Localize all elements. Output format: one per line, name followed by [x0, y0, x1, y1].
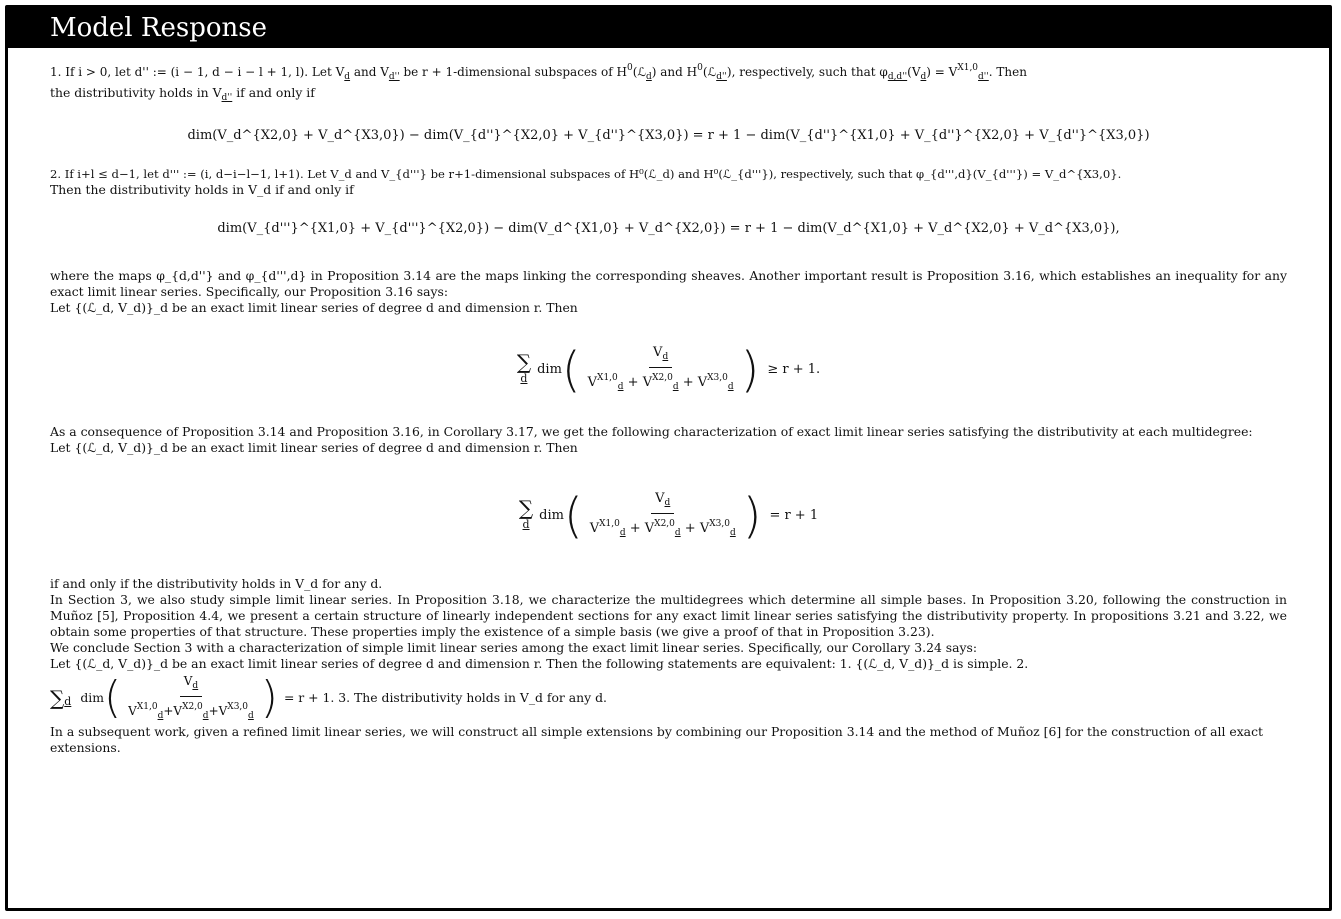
paragraph-2b: Let {(ℒ_d, V_d)}_d be an exact limit linear series of degree d and dimension r. Then — [50, 440, 578, 455]
equation-1: dim(V_d^{X2,0} + V_d^{X3,0}) − dim(V_{d''}^{X2,0} + V_{d''}^{X3,0}) = r + 1 − dim(V_{d''}^{X1,0} + V_{d''}^{X2,0} + V_{d''}^{X3,0}) — [187, 128, 1150, 143]
paragraph-1b: Let {(ℒ_d, V_d)}_d be an exact limit linear series of degree d and dimension r. Then — [50, 300, 578, 315]
sum-symbol-2: ∑ d — [518, 496, 534, 531]
fraction-1: $\frac{V_d}{V^{X1,0}_d + V^{X2,0}_d + V^{X3,0}_d}$ — [587, 345, 734, 392]
paragraph-5: We conclude Section 3 with a characterization of simple limit linear series among the exact limit linear series. Specifically, our Corollary 3.24 says: — [50, 640, 978, 655]
item-1-text: 1. If i > 0, let d'' := (i − 1, d − i − l + 1, l). Let $V_d$ and $V_{d''}$ be r + 1-dimensional subspaces of $H^0(ℒ_d)$ and $H^0(ℒ_{d''})$, respectively, such that $\varphi_{d,d''}(V_d) = V^{X1,0}_{d''}$. Then — [50, 63, 1027, 82]
sum-symbol-3: ∑ d — [50, 686, 72, 710]
paragraph-7: In a subsequent work, given a refined limit linear series, we will construct all simple extensions by combining our Proposition 3.14 and the method of Muñoz [6] for the construction of all exact extensions. — [50, 724, 1263, 755]
paragraph-6: Let {(ℒ_d, V_d)}_d be an exact limit linear series of degree d and dimension r. Then the following statements are equivalent: 1. {(ℒ_d, V_d)}_d is simple. 2. — [50, 656, 1029, 671]
item-2-line2: Then the distributivity holds in V_d if and only if — [50, 182, 354, 197]
equality-display: ∑ d dim ( $\frac{V_d}{V^{X1,0}_d + V^{X2,0}_d + V^{X3,0}_d}$ ) = r + 1 — [518, 488, 819, 544]
response-panel — [5, 5, 1332, 911]
sum-symbol: ∑ d — [516, 350, 532, 385]
item-1-line2: the distributivity holds in $V_{d''}$ if and only if — [50, 85, 315, 103]
paragraph-2: As a consequence of Proposition 3.14 and Proposition 3.16, in Corollary 3.17, we get the following characterization of exact limit linear series satisfying the distributivity at each multidegree: — [50, 424, 1253, 439]
inequality-display: ∑ d dim ( $\frac{V_d}{V^{X1,0}_d + V^{X2,0}_d + V^{X3,0}_d}$ ) ≥ r + 1. — [516, 342, 821, 398]
panel-header — [8, 8, 1329, 48]
response-content — [8, 48, 1329, 756]
paragraph-3: if and only if the distributivity holds in V_d for any d. — [50, 576, 383, 591]
panel-title: Model Response — [50, 13, 267, 43]
paragraph-1: where the maps φ_{d,d''} and φ_{d''',d} in Proposition 3.14 are the maps linking the corresponding sheaves. Another important result is Proposition 3.16, which establishes an inequality for any exact limit linear series. Specifically, our Proposition 3.16 says: — [50, 268, 1287, 299]
paragraph-4: In Section 3, we also study simple limit linear series. In Proposition 3.18, we characterize the multidegrees which determine all simple bases. In Proposition 3.20, following the construction in Muñoz [5], Proposition 4.4, we present a certain structure of linearly independent sections for any exact limit linear series satisfying the distributivity property. In propositions 3.21 and 3.22, we obtain some properties of that structure. These properties imply the existence of a simple basis (we give a proof of that in Proposition 3.23). — [50, 592, 1287, 639]
item-2-text: 2. If i+l ≤ d−1, let d''' := (i, d−i−l−1, l+1). Let V_d and V_{d'''} be r+1-dimensional subspaces of H⁰(ℒ_d) and H⁰(ℒ_{d'''}), respectively, such that φ_{d''',d}(V_{d'''}) = V_d^{X3,0}. — [50, 167, 1122, 181]
fraction-2: $\frac{V_d}{V^{X1,0}_d + V^{X2,0}_d + V^{X3,0}_d}$ — [589, 491, 736, 538]
inequality-rel: ≥ r + 1. — [767, 362, 821, 377]
corollary-display: ∑ d dim ( $\frac{V_d}{V^{X1,0}_d+V^{X2,0}_d+V^{X3,0}_d}$ ) = r + 1. 3. The distributivity holds in V_d for any d. — [50, 672, 607, 723]
equality-rel: = r + 1 — [769, 508, 819, 523]
fraction-3: $\frac{V_d}{V^{X1,0}_d+V^{X2,0}_d+V^{X3,0}_d}$ — [128, 673, 254, 721]
equation-2: dim(V_{d'''}^{X1,0} + V_{d'''}^{X2,0}) − dim(V_d^{X1,0} + V_d^{X2,0}) = r + 1 − dim(V_d^{X1,0} + V_d^{X2,0} + V_d^{X3,0}), — [217, 221, 1120, 236]
corollary-rel: = r + 1. 3. The distributivity holds in V_d for any d. — [283, 690, 607, 705]
